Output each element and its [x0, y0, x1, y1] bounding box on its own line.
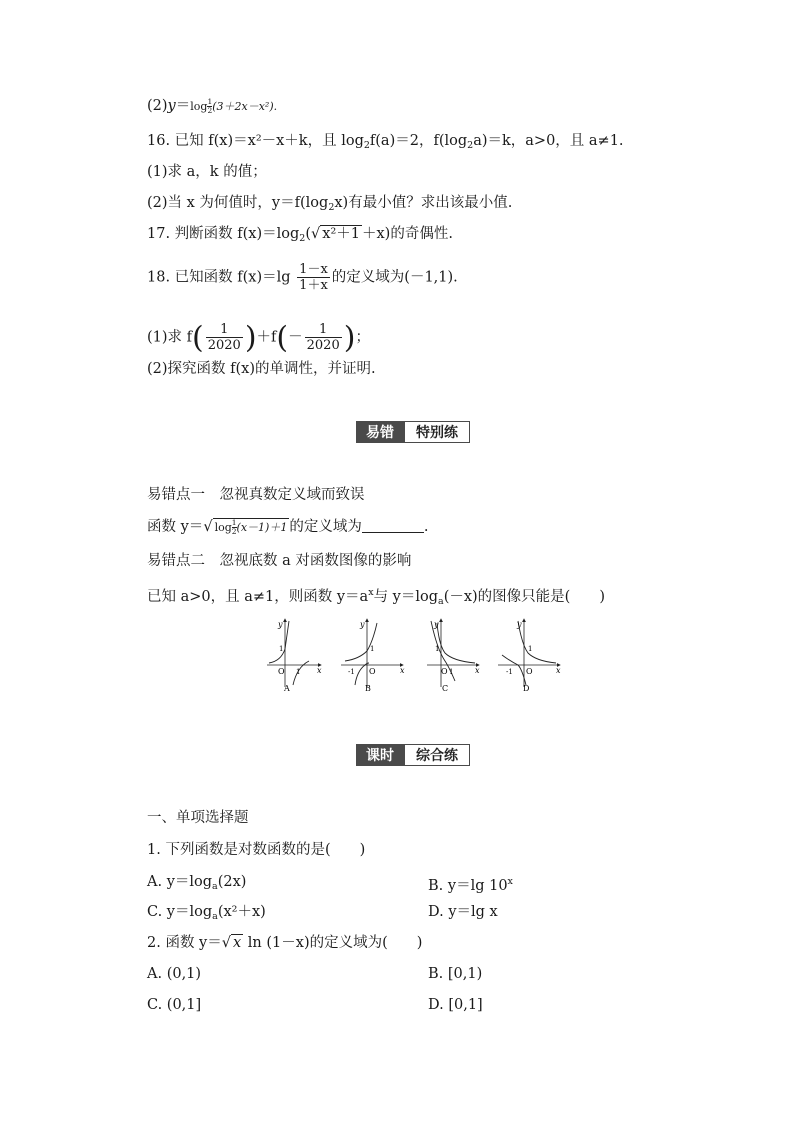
- text: (x²＋x): [217, 904, 266, 920]
- tick-neg1-x: -1: [506, 668, 513, 676]
- line-q15-part2: [147, 96, 277, 117]
- fraction: [297, 262, 330, 293]
- text: 2: [363, 140, 370, 151]
- text: 2: [328, 202, 335, 213]
- origin: O: [441, 667, 448, 676]
- graph-label-c: C: [442, 684, 449, 693]
- mc1-option-c[interactable]: [147, 902, 266, 927]
- sqrt-radicand: x: [233, 935, 242, 951]
- mc1-option-d[interactable]: D. y＝lg x: [428, 904, 498, 920]
- graph-label-a: A: [284, 684, 290, 693]
- denominator: 2020: [207, 338, 241, 353]
- text: x: [507, 876, 513, 887]
- mc-question-1: 1. 下列函数是对数函数的是( ): [147, 842, 366, 858]
- text: ＝: [175, 98, 191, 114]
- text: (－x)的图像只能是( ): [443, 589, 605, 605]
- text: 1: [231, 518, 237, 527]
- text: x)有最小值？求出该最小值.: [334, 195, 513, 211]
- answer-blank[interactable]: [362, 518, 424, 533]
- paren: ): [244, 320, 257, 356]
- origin: O: [369, 667, 376, 676]
- graphs-svg: [265, 615, 565, 695]
- text: log: [214, 521, 232, 534]
- text: a: [438, 596, 444, 607]
- text: f(x)＝x²－x＋k，且 log: [208, 133, 364, 149]
- sqrt-symbol: √: [221, 935, 231, 951]
- axis-y: y: [517, 620, 522, 629]
- text: 的定义域为: [289, 519, 362, 535]
- question-18: [147, 262, 458, 293]
- denominator: 2020: [306, 338, 340, 353]
- mc2-option-b[interactable]: B. [0,1): [428, 966, 483, 982]
- axis-y: y: [278, 620, 283, 629]
- question-18-part1: [147, 320, 370, 356]
- numerator: 1: [305, 322, 342, 338]
- axis-x: x: [317, 666, 322, 675]
- tick-1-y: 1: [279, 645, 284, 653]
- sqrt-radicand: [213, 518, 290, 535]
- axis-x: x: [556, 666, 561, 675]
- banner-right-label: 综合练: [404, 744, 470, 766]
- sqrt-symbol: √: [203, 519, 213, 535]
- question-16-part1: (1)求 a，k 的值；: [147, 164, 267, 180]
- numerator: 1: [206, 322, 243, 338]
- mc1-option-a[interactable]: [147, 872, 246, 897]
- graph-c[interactable]: [427, 619, 480, 693]
- fraction: [305, 322, 342, 353]
- banner-left-label: 课时: [356, 744, 404, 766]
- text: (2x): [217, 874, 247, 890]
- error-point-2-question: [147, 583, 605, 612]
- tick-1-y: 1: [435, 645, 440, 653]
- text: a)＝k，a>0，且 a≠1.: [473, 133, 624, 149]
- axis-x: x: [475, 666, 480, 675]
- section-banner-comprehensive-practice: [356, 744, 470, 766]
- tick-1-x: 1: [296, 668, 301, 676]
- question-18-part2: (2)探究函数 f(x)的单调性，并证明.: [147, 361, 376, 377]
- text: a: [212, 911, 218, 922]
- axis-x: x: [400, 666, 405, 675]
- text: (x－1)＋1: [236, 521, 288, 534]
- numerator: 1－x: [299, 262, 328, 277]
- section-banner-error-practice: [356, 421, 470, 443]
- error-point-2-title: 易错点二 忽视底数 a 对函数图像的影响: [147, 553, 412, 569]
- error-point-1-title: 易错点一 忽视真数定义域而致误: [147, 487, 365, 503]
- tick-1-y: 1: [370, 645, 375, 653]
- text: 的定义域为(－1,1).: [331, 269, 458, 286]
- text: 2. 函数 y＝: [147, 935, 222, 951]
- paren: ): [343, 320, 356, 356]
- axis-y: y: [434, 620, 439, 629]
- text: C. y＝log: [147, 904, 213, 920]
- section-heading: 一、单项选择题: [147, 810, 249, 826]
- text: 2: [231, 526, 237, 536]
- mc2-option-c[interactable]: C. (0,1]: [147, 997, 202, 1013]
- text: (3＋2x－x²).: [212, 100, 278, 113]
- mc-question-2: [147, 933, 422, 953]
- paren: (: [276, 320, 289, 356]
- text: .: [423, 519, 429, 535]
- axis-y: y: [360, 620, 365, 629]
- text: ln (1－x)的定义域为( ): [243, 935, 423, 951]
- text: ；: [355, 329, 370, 346]
- graph-a[interactable]: [267, 619, 322, 693]
- text: ＋f: [256, 329, 277, 346]
- text: (1)求 f: [147, 329, 193, 346]
- text: A. y＝log: [147, 874, 213, 890]
- text: 已知 a>0，且 a≠1，则函数 y＝a: [147, 589, 369, 605]
- text: 18. 已知函数 f(x)＝lg: [147, 269, 291, 286]
- text: ＋x)的奇偶性.: [361, 226, 453, 242]
- text: 1: [207, 97, 213, 106]
- sqrt-symbol: √: [311, 226, 321, 242]
- sqrt-radicand: x²＋1: [322, 226, 360, 242]
- text: a: [212, 881, 218, 892]
- answer-graphs: [265, 615, 565, 695]
- mc2-option-a[interactable]: A. (0,1): [147, 966, 202, 982]
- graph-d[interactable]: [498, 619, 561, 693]
- text: 17. 判断函数 f(x)＝log: [147, 226, 300, 242]
- text: 2: [299, 233, 306, 244]
- mc2-option-d[interactable]: D. [0,1]: [428, 997, 483, 1013]
- text: (2)当 x 为何值时，y＝f(log: [147, 195, 329, 211]
- question-16-part2: [147, 193, 512, 218]
- graph-label-b: B: [365, 684, 371, 693]
- text: x: [368, 587, 374, 598]
- text: －: [288, 329, 303, 346]
- tick-neg1-x: -1: [348, 668, 355, 676]
- text: 16. 已知: [147, 133, 209, 149]
- banner-left-label: 易错: [356, 421, 404, 443]
- tick-1-y: 1: [528, 645, 533, 653]
- text: 2: [207, 105, 213, 115]
- origin: O: [526, 667, 533, 676]
- tick-1-x: 1: [449, 668, 454, 676]
- error-point-1-question: [147, 517, 428, 538]
- denominator: 1＋x: [299, 278, 328, 293]
- graph-b[interactable]: [341, 619, 405, 693]
- text: log: [190, 100, 208, 113]
- question-16: [147, 131, 624, 156]
- question-17: [147, 224, 453, 249]
- text: B. y＝lg 10: [428, 878, 508, 894]
- text: 与 y＝log: [373, 589, 439, 605]
- banner-right-label: 特别练: [404, 421, 470, 443]
- fraction: [206, 322, 243, 353]
- text: (: [305, 226, 312, 242]
- paren: (: [192, 320, 204, 356]
- origin: O: [278, 667, 285, 676]
- text: f(a)＝2，f(log: [369, 133, 468, 149]
- text: y: [167, 98, 176, 114]
- text: 2: [467, 140, 474, 151]
- graph-label-d: D: [523, 684, 530, 693]
- text: 函数 y＝: [147, 519, 204, 535]
- text: (2): [147, 98, 168, 114]
- mc1-option-b[interactable]: [428, 872, 513, 896]
